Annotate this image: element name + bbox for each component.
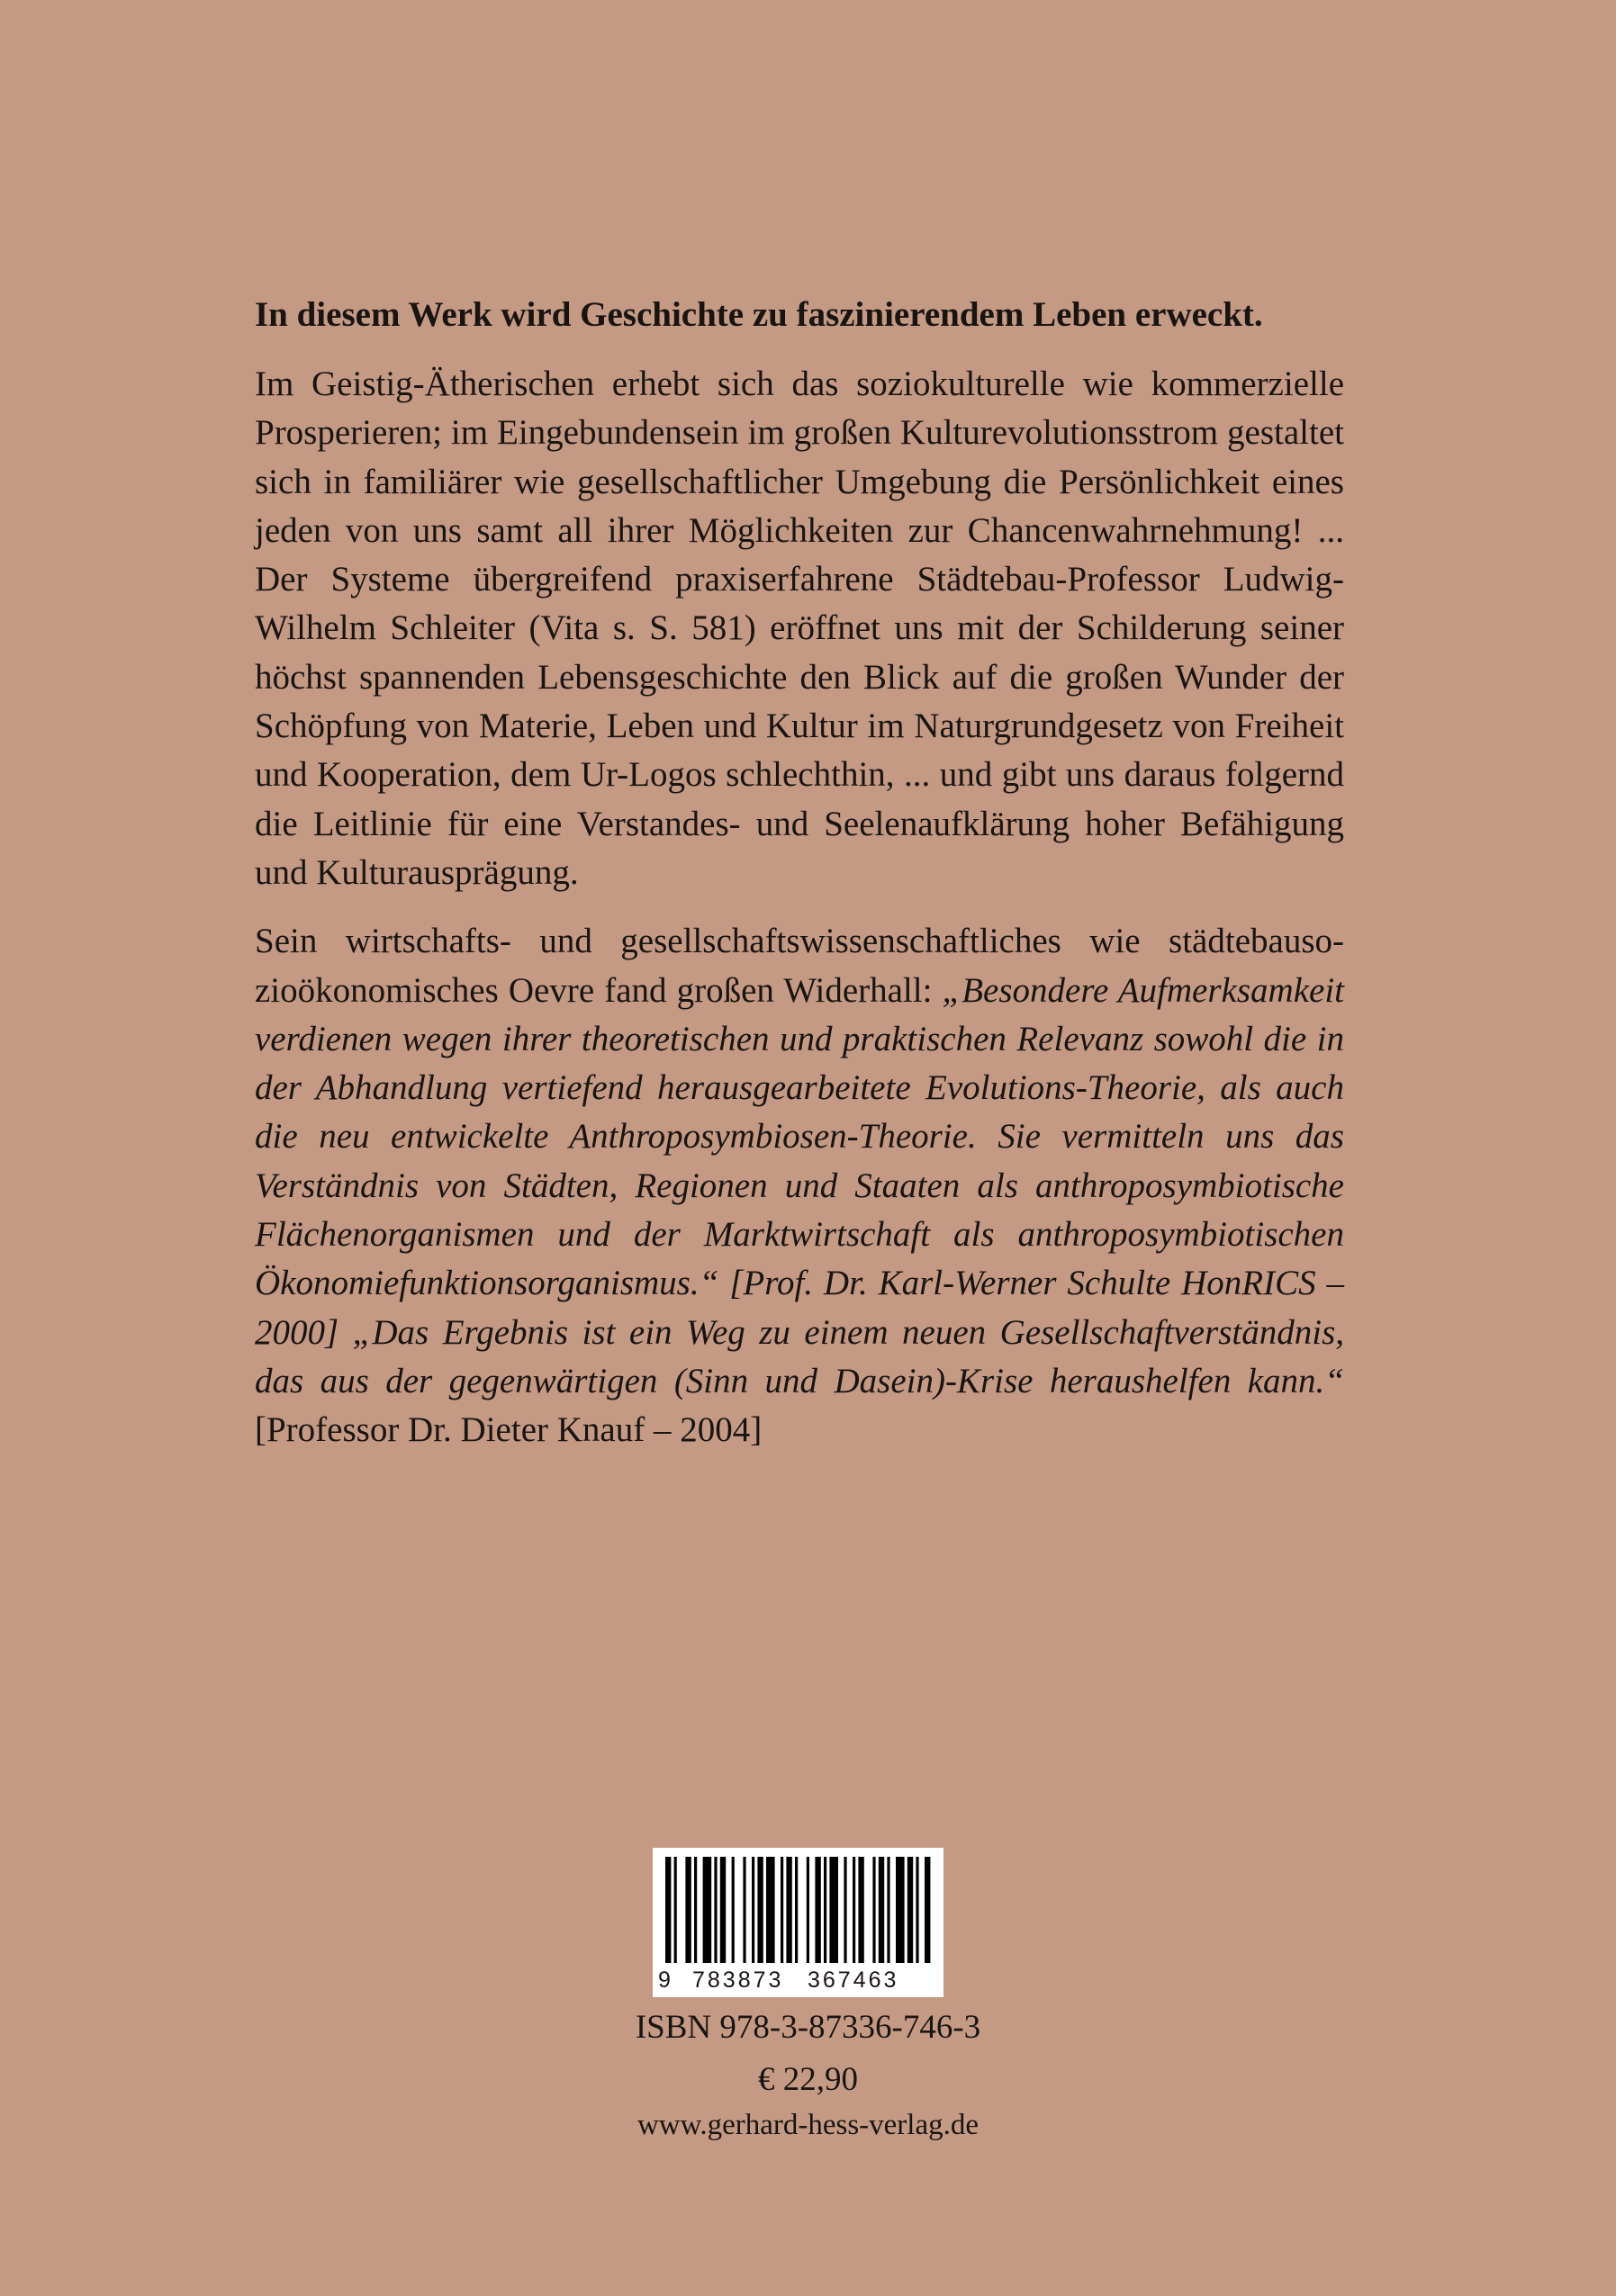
barcode-lead-digit: 9 <box>658 1967 671 1993</box>
isbn-number: ISBN 978-3-87336-746-3 <box>635 2009 981 2046</box>
review-quotes: „Besondere Aufmerksamkeit verdienen wegen ihrer theoretischen und praktischen Relevanz sowohl die in der Abhandlung vertiefend herausgearbeitete Evolutions-Theorie, als auch die neu entwickelte Anthroposymbiosen-Theorie. Sie vermitteln uns das Verständnis von Städten, Regionen und Staaten als anthroposymbiotische Flächenorganismen und der Marktwirtschaft als anthroposymbiotischen Ökonomiefunktionsorganismus.“ [Prof. Dr. Karl-Werner Schulte HonRICS – 2000] „Das Ergebnis ist ein Weg zu einem neuen Gesellschaftverständnis, das aus der gegenwärtigen (Sinn und Dasein)-Krise heraushelfen kann.“ <box>255 970 1344 1400</box>
barcode-bar <box>925 1857 930 1963</box>
barcode-bar <box>887 1857 889 1963</box>
barcode-bar <box>685 1857 691 1963</box>
description-paragraph: Im Geistig-Ätherischen erhebt sich das soziokulturelle wie kommerzielle Prosperieren; im Eingebundensein im großen Kulturevolutionsstrom gestaltet sich in familiärer wie gesellschaftlicher Umgebung die Persönlichkeit eines jeden von uns samt all ihrer Möglichkeiten zur Chancenwahrnehmung! ... Der Systeme übergreifend praxiserfahrene Städtebau-Professor Ludwig-Wilhelm Schleiter (Vita s. S. 581) eröffnet uns mit der Schilderung seiner höchst spannenden Lebensgeschichte den Blick auf die großen Wunder der Schöpfung von Materie, Leben und Kultur im Naturgrundgesetz von Freiheit und Kooperation, dem Ur-Logos schlechthin, ... und gibt uns daraus folgernd die Leitlinie für eine Verstandes- und Seelenaufklärung hoher Befähigung und Kulturausprägung. <box>255 365 1344 892</box>
barcode-bar <box>824 1857 826 1963</box>
barcode-bar <box>714 1857 717 1963</box>
price: € 22,90 <box>758 2061 858 2098</box>
barcode-bar <box>766 1857 775 1963</box>
barcode-bar <box>752 1857 754 1963</box>
barcode-bar <box>853 1857 855 1963</box>
barcode-left-digits: 783873 <box>692 1967 784 1993</box>
barcode-bar <box>896 1857 905 1963</box>
barcode-right-digits: 367463 <box>808 1967 899 1993</box>
review-attribution: [Professor Dr. Dieter Knauf – 2004] <box>255 1410 763 1450</box>
barcode-bar <box>694 1857 697 1963</box>
barcode-bar <box>795 1857 798 1963</box>
barcode-bar <box>858 1857 863 1963</box>
back-cover-text <box>255 290 1344 1475</box>
reviews-intro: Sein wirtschafts- und gesellschaftswissenschaftliches wie städtebausozioökonomisches Oevre fand großen Widerhall: <box>255 922 1344 1010</box>
reviews-paragraph <box>255 917 1344 1454</box>
barcode-bar <box>907 1857 913 1963</box>
barcode-bar <box>703 1857 712 1963</box>
barcode-bar <box>665 1857 671 1963</box>
barcode-bar <box>781 1857 783 1963</box>
barcode-bar <box>916 1857 918 1963</box>
barcode-bar <box>720 1857 726 1963</box>
barcode-bar <box>807 1857 809 1963</box>
barcode-bar <box>872 1857 875 1963</box>
headline: In diesem Werk wird Geschichte zu faszinierendem Leben erweckt. <box>255 295 1263 334</box>
isbn-barcode <box>653 1848 943 1997</box>
barcode-bar <box>674 1857 677 1963</box>
barcode-bar <box>844 1857 846 1963</box>
barcode-bar <box>786 1857 791 1963</box>
barcode-bar <box>757 1857 763 1963</box>
publisher-website[interactable]: www.gerhard-hess-verlag.de <box>636 2109 980 2141</box>
barcode-bars <box>665 1857 931 1963</box>
barcode-bar <box>743 1857 745 1963</box>
barcode-bar <box>815 1857 820 1963</box>
barcode-digits <box>653 1968 943 1994</box>
barcode-bar <box>879 1857 884 1963</box>
barcode-bar <box>732 1857 735 1963</box>
barcode-bar <box>829 1857 838 1963</box>
